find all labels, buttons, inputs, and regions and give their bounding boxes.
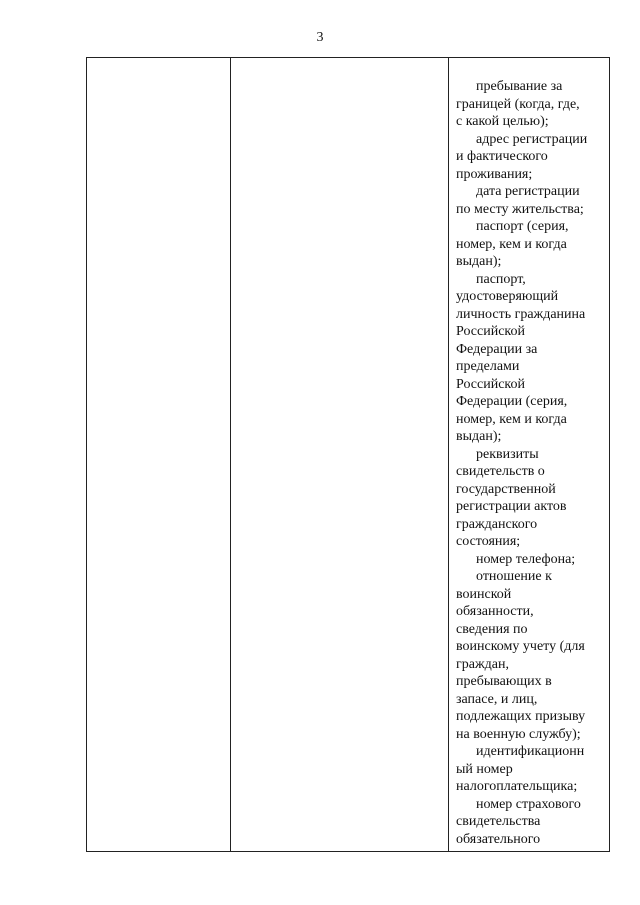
list-item: отношение к воинской обязанности, сведения по воинскому учету (для граждан, пребывающих в запасе, и лиц, подлежащих призыву на военную службу);	[456, 569, 586, 742]
list-item: пребывание за границей (когда, где, с какой целью);	[456, 79, 580, 129]
list-item: паспорт (серия, номер, кем и когда выдан);	[456, 219, 569, 269]
table-cell-column-3	[456, 78, 608, 848]
list-item: идентификационн ый номер налогоплательщика;	[456, 744, 585, 794]
list-item: реквизиты свидетельств о государственной регистрации актов гражданского состояния;	[456, 446, 567, 549]
list-item: номер страхового свидетельства обязательного	[456, 796, 581, 847]
page-number: 3	[316, 30, 324, 45]
list-item: паспорт, удостоверяющий личность гражданина Российской Федерации за пределами Российской Федерации (серия, номер, кем и когда выдан);	[456, 271, 586, 444]
column-divider-2	[448, 58, 449, 851]
column-divider-1	[230, 58, 231, 851]
document-table	[86, 57, 610, 852]
list-item: адрес регистрации и фактического проживания;	[456, 131, 588, 182]
list-item: номер телефона;	[476, 551, 576, 567]
list-item: дата регистрации по месту жительства;	[456, 184, 584, 217]
